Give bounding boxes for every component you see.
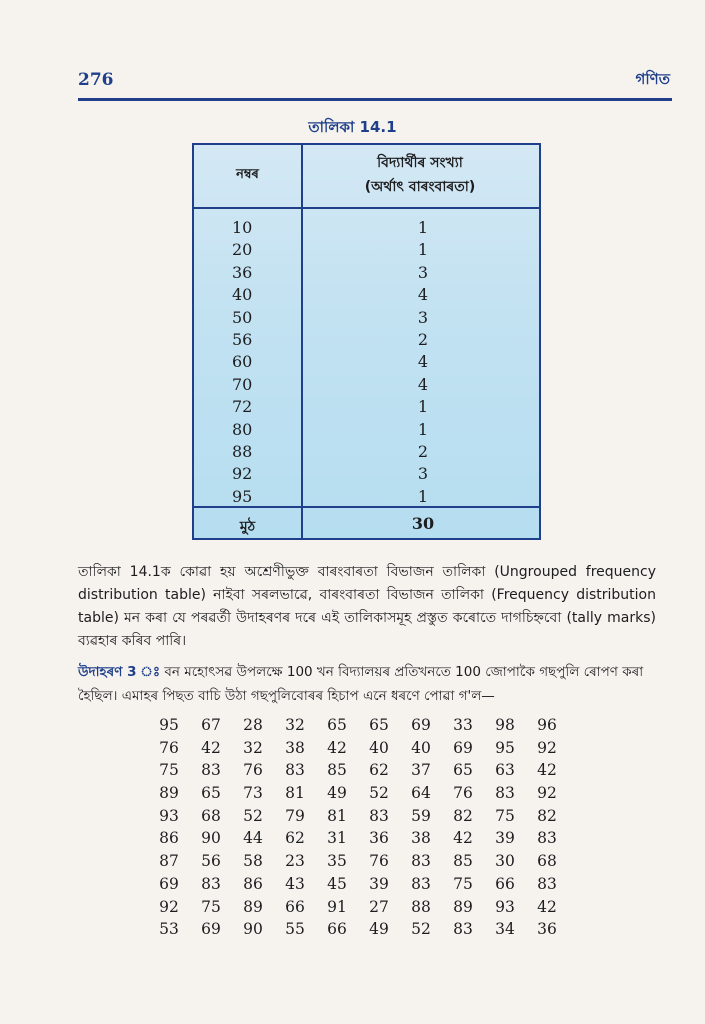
raw-data-grid xyxy=(148,714,568,941)
frequency-column xyxy=(301,217,539,508)
table-row-frequency: 1 xyxy=(417,419,429,439)
data-cell: 82 xyxy=(453,806,473,825)
data-cell: 83 xyxy=(201,874,221,893)
data-cell: 49 xyxy=(327,784,347,803)
data-cell: 83 xyxy=(411,852,431,871)
example-text: বন মহোৎসৱ উপলক্ষে 100 খন বিদ্যালয়ৰ প্ৰতিখনতে 100 জোপাকৈ গছপুলি ৰোপণ কৰা হৈছিল। এমাহৰ পিছত বাচি উঠা গছপুলিবোৰৰ হিচাপ এনে ধৰণে পোৱা গ'ল— xyxy=(78,664,644,704)
table-row-frequency: 4 xyxy=(417,374,429,394)
data-cell: 39 xyxy=(495,829,515,848)
table-row-mark: 88 xyxy=(232,442,253,462)
data-cell: 83 xyxy=(201,761,221,780)
table-row-frequency: 4 xyxy=(417,352,429,372)
marks-column xyxy=(232,217,252,508)
table-row-frequency: 2 xyxy=(417,330,429,350)
data-cell: 83 xyxy=(537,874,557,893)
table-row-mark: 72 xyxy=(232,397,253,417)
data-cell: 68 xyxy=(201,806,221,825)
table-row-frequency: 3 xyxy=(417,307,429,327)
example-block xyxy=(78,660,656,708)
column-header-frequency-line1: বিদ্যাৰ্থীৰ সংখ্যা xyxy=(377,155,463,171)
data-cell: 55 xyxy=(285,920,305,939)
data-cell: 95 xyxy=(159,716,179,734)
data-cell: 45 xyxy=(327,874,347,893)
data-cell: 82 xyxy=(537,806,557,825)
data-cell: 27 xyxy=(369,897,389,916)
table-row-mark: 10 xyxy=(232,218,253,237)
data-cell: 68 xyxy=(537,852,557,871)
table-row-mark: 36 xyxy=(232,262,253,282)
data-cell: 86 xyxy=(243,874,263,893)
data-cell: 65 xyxy=(201,784,221,803)
data-cell: 66 xyxy=(495,874,515,893)
data-cell: 91 xyxy=(327,897,347,916)
data-cell: 69 xyxy=(159,874,179,893)
data-cell: 32 xyxy=(285,716,305,734)
data-cell: 33 xyxy=(453,716,473,734)
table-row-frequency: 4 xyxy=(417,285,429,305)
data-cell: 23 xyxy=(285,852,305,871)
total-value: 30 xyxy=(411,514,435,533)
table-row-frequency: 2 xyxy=(417,442,429,462)
data-cell: 75 xyxy=(201,897,221,916)
data-cell: 52 xyxy=(411,920,431,939)
table-row-mark: 92 xyxy=(232,464,253,484)
data-cell: 79 xyxy=(285,806,305,825)
data-cell: 98 xyxy=(495,716,515,734)
data-cell: 89 xyxy=(243,897,263,916)
data-cell: 64 xyxy=(411,784,431,803)
data-cell: 86 xyxy=(159,829,179,848)
total-label: মুঠ xyxy=(239,519,256,535)
data-cell: 69 xyxy=(201,920,221,939)
table-row-mark: 50 xyxy=(232,307,253,327)
data-cell: 52 xyxy=(243,806,263,825)
data-cell: 34 xyxy=(495,920,515,939)
data-cell: 89 xyxy=(453,897,473,916)
column-header-frequency xyxy=(301,151,539,199)
table-row-frequency: 3 xyxy=(417,262,429,282)
data-cell: 92 xyxy=(159,897,179,916)
data-cell: 83 xyxy=(369,806,389,825)
data-cell: 95 xyxy=(495,738,515,757)
table-row-frequency: 1 xyxy=(417,486,429,506)
data-cell: 42 xyxy=(327,738,347,757)
data-cell: 69 xyxy=(411,716,431,734)
data-cell: 35 xyxy=(327,852,347,871)
data-cell: 42 xyxy=(537,761,557,780)
data-cell: 31 xyxy=(327,829,347,848)
data-cell: 83 xyxy=(285,761,305,780)
data-cell: 93 xyxy=(495,897,515,916)
data-cell: 62 xyxy=(285,829,305,848)
data-cell: 56 xyxy=(201,852,221,871)
data-cell: 39 xyxy=(369,874,389,893)
table-row-mark: 20 xyxy=(232,240,253,260)
page-number: 276 xyxy=(78,70,114,90)
page-header xyxy=(78,68,672,96)
data-cell: 75 xyxy=(159,761,179,780)
data-cell: 75 xyxy=(453,874,473,893)
data-cell: 92 xyxy=(537,784,557,803)
data-cell: 69 xyxy=(453,738,473,757)
data-cell: 85 xyxy=(327,761,347,780)
table-row-frequency: 3 xyxy=(417,464,429,484)
data-cell: 90 xyxy=(201,829,221,848)
page-subject: গণিত xyxy=(635,70,670,88)
table-row-mark: 80 xyxy=(232,419,253,439)
data-cell: 76 xyxy=(159,738,179,757)
data-cell: 53 xyxy=(159,920,179,939)
data-cell: 42 xyxy=(537,897,557,916)
data-cell: 83 xyxy=(411,874,431,893)
data-cell: 40 xyxy=(411,738,431,757)
data-cell: 75 xyxy=(495,806,515,825)
header-rule xyxy=(78,98,672,101)
data-cell: 73 xyxy=(243,784,263,803)
data-cell: 36 xyxy=(537,920,557,939)
data-cell: 40 xyxy=(369,738,389,757)
data-cell: 44 xyxy=(243,829,263,848)
data-cell: 32 xyxy=(243,738,263,757)
data-cell: 65 xyxy=(369,716,389,734)
data-cell: 38 xyxy=(285,738,305,757)
data-cell: 96 xyxy=(537,716,557,734)
data-cell: 37 xyxy=(411,761,431,780)
data-cell: 49 xyxy=(369,920,389,939)
data-cell: 89 xyxy=(159,784,179,803)
data-cell: 81 xyxy=(285,784,305,803)
data-cell: 92 xyxy=(537,738,557,757)
data-cell: 93 xyxy=(159,806,179,825)
table-row-mark: 40 xyxy=(232,285,253,305)
data-cell: 76 xyxy=(243,761,263,780)
data-cell: 83 xyxy=(453,920,473,939)
data-cell: 76 xyxy=(453,784,473,803)
data-cell: 58 xyxy=(243,852,263,871)
table-row-mark: 70 xyxy=(232,374,253,394)
example-label: উদাহৰণ 3 ঃ xyxy=(78,664,161,680)
data-cell: 66 xyxy=(327,920,347,939)
data-cell: 65 xyxy=(453,761,473,780)
table-row-mark: 95 xyxy=(232,486,253,506)
table-row-mark: 56 xyxy=(232,330,253,350)
data-cell: 90 xyxy=(243,920,263,939)
data-cell: 28 xyxy=(243,716,263,734)
data-cell: 81 xyxy=(327,806,347,825)
data-cell: 76 xyxy=(369,852,389,871)
data-cell: 30 xyxy=(495,852,515,871)
data-cell: 63 xyxy=(495,761,515,780)
data-cell: 52 xyxy=(369,784,389,803)
table-row-frequency: 1 xyxy=(417,218,429,237)
data-cell: 83 xyxy=(537,829,557,848)
table-caption: তালিকা 14.1 xyxy=(308,118,397,136)
table-row-frequency: 1 xyxy=(417,397,429,417)
data-cell: 87 xyxy=(159,852,179,871)
data-cell: 42 xyxy=(201,738,221,757)
table-row-frequency: 1 xyxy=(417,240,429,260)
data-cell: 65 xyxy=(327,716,347,734)
column-header-marks: নম্বৰ xyxy=(236,167,259,182)
data-cell: 83 xyxy=(495,784,515,803)
table-row-mark: 60 xyxy=(232,352,253,372)
data-cell: 88 xyxy=(411,897,431,916)
header-divider xyxy=(194,207,539,209)
data-cell: 67 xyxy=(201,716,221,734)
data-cell: 38 xyxy=(411,829,431,848)
data-cell: 85 xyxy=(453,852,473,871)
data-cell: 62 xyxy=(369,761,389,780)
body-paragraph: তালিকা 14.1ক কোৱা হয় অশ্ৰেণীভুক্ত বাৰংবাৰতা বিভাজন তালিকা (Ungrouped frequency distribution table) নাইবা সৰলভাৱে, বাৰংবাৰতা বিভাজন তালিকা (Frequency distribution table) মন কৰা যে পৰৱৰ্তী উদাহৰণৰ দৰে এই তালিকাসমূহ প্ৰস্তুত কৰোতে দাগচিহ্নবো (tally marks) ব্যৱহাৰ কৰিব পাৰি। xyxy=(78,564,656,649)
frequency-table xyxy=(192,143,541,540)
data-cell: 36 xyxy=(369,829,389,848)
data-cell: 66 xyxy=(285,897,305,916)
data-cell: 59 xyxy=(411,806,431,825)
column-header-frequency-line2: (অৰ্থাৎ বাৰংবাৰতা) xyxy=(364,179,476,195)
data-cell: 43 xyxy=(285,874,305,893)
data-cell: 42 xyxy=(453,829,473,848)
